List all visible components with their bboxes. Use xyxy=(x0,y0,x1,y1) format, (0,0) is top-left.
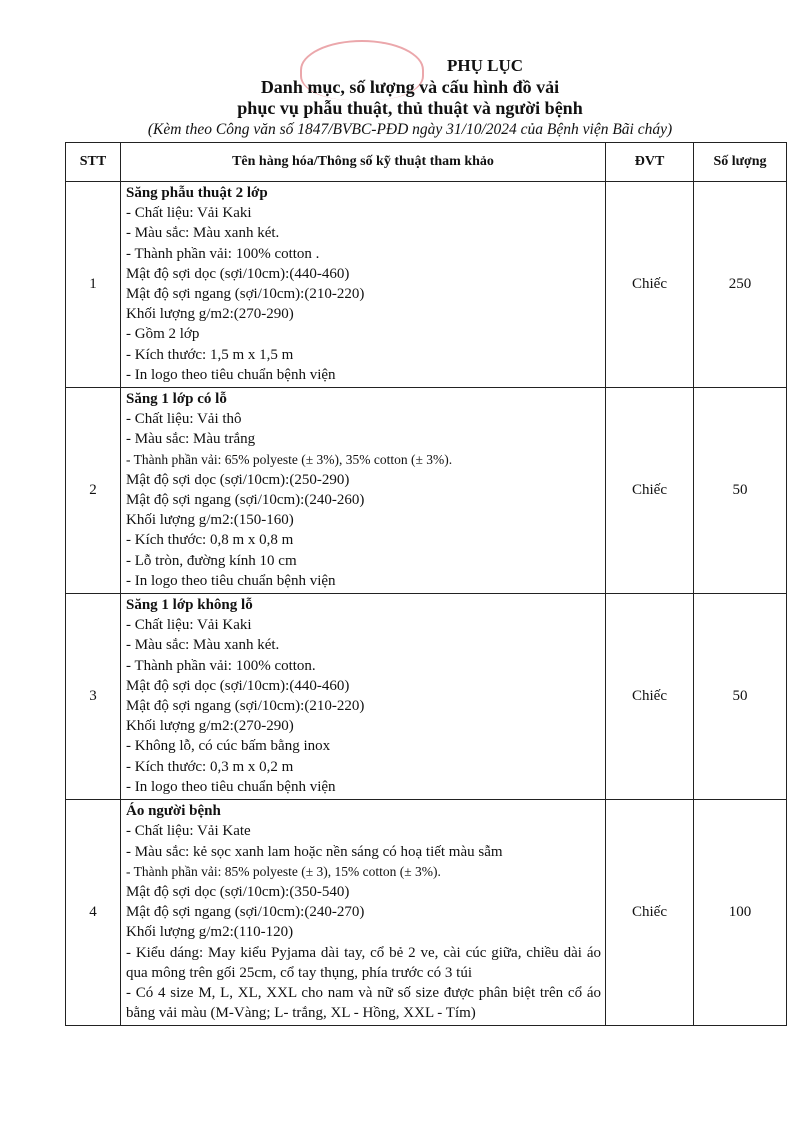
item-name: Săng 1 lớp không lỗ xyxy=(126,597,253,614)
table-row xyxy=(66,594,787,800)
header-quantity: Số lượng xyxy=(694,143,787,182)
table-body xyxy=(66,182,787,1026)
appendix-title: PHỤ LỤC xyxy=(446,56,524,75)
spec-line: - Chất liệu: Vải Kate xyxy=(126,823,251,840)
table-header-row xyxy=(66,143,787,182)
spec-line: - Lỗ tròn, đường kính 10 cm xyxy=(126,552,297,569)
spec-line: - Màu sắc: Màu xanh két. xyxy=(126,637,280,654)
row-stt: 4 xyxy=(66,800,121,1026)
spec-line: - Kiểu dáng: May kiểu Pyjama dài tay, cổ bẻ 2 ve, cài cúc giữa, chiều dài áo qua mông trên gối 25cm, cổ tay thụng, phía trước có 3 túi xyxy=(126,944,601,981)
spec-line: Khối lượng g/m2:(270-290) xyxy=(126,718,294,735)
reference-note: (Kèm theo Công văn số 1847/BVBC-PĐD ngày 31/10/2024 của Bệnh viện Bãi cháy) xyxy=(147,121,673,138)
row-stt: 2 xyxy=(66,388,121,594)
spec-line: Mật độ sợi dọc (sợi/10cm):(250-290) xyxy=(126,471,350,488)
spec-line: Mật độ sợi dọc (sợi/10cm):(440-460) xyxy=(126,677,350,694)
row-quantity: 50 xyxy=(694,594,787,800)
spec-line: - Màu sắc: kẻ sọc xanh lam hoặc nền sáng có hoạ tiết màu sẫm xyxy=(126,843,503,860)
document-heading xyxy=(60,56,760,140)
spec-line: Mật độ sợi ngang (sợi/10cm):(210-220) xyxy=(126,698,365,715)
row-stt: 1 xyxy=(66,182,121,388)
item-name: Áo người bệnh xyxy=(126,803,221,820)
spec-line: - Chất liệu: Vải Kaki xyxy=(126,617,252,634)
spec-line: - Kích thước: 1,5 m x 1,5 m xyxy=(126,346,294,363)
spec-line: - Chất liệu: Vải Kaki xyxy=(126,205,252,222)
spec-line: Mật độ sợi dọc (sợi/10cm):(350-540) xyxy=(126,883,350,900)
spec-line: - Thành phần vải: 65% polyeste (± 3%), 35% cotton (± 3%). xyxy=(126,451,453,467)
spec-line: - Màu sắc: Màu xanh két. xyxy=(126,225,280,242)
spec-line: Mật độ sợi dọc (sợi/10cm):(440-460) xyxy=(126,265,350,282)
spec-line: Khối lượng g/m2:(150-160) xyxy=(126,512,294,529)
row-quantity: 100 xyxy=(694,800,787,1026)
heading-line-2: phục vụ phẫu thuật, thủ thuật và người bệnh xyxy=(237,98,583,118)
row-description xyxy=(121,800,606,1026)
table-row xyxy=(66,182,787,388)
spec-line: Mật độ sợi ngang (sợi/10cm):(210-220) xyxy=(126,286,365,303)
spec-line: - Không lỗ, có cúc bấm bằng inox xyxy=(126,738,331,755)
spec-line: - Kích thước: 0,3 m x 0,2 m xyxy=(126,758,294,775)
spec-line: - Thành phần vải: 100% cotton. xyxy=(126,657,316,674)
spec-line: Khối lượng g/m2:(110-120) xyxy=(126,924,294,941)
header-description: Tên hàng hóa/Thông số kỹ thuật tham khảo xyxy=(121,143,606,182)
row-description xyxy=(121,182,606,388)
spec-line: Mật độ sợi ngang (sợi/10cm):(240-260) xyxy=(126,492,365,509)
spec-line: Mật độ sợi ngang (sợi/10cm):(240-270) xyxy=(126,904,365,921)
row-quantity: 50 xyxy=(694,388,787,594)
spec-line: - Màu sắc: Màu trắng xyxy=(126,431,256,448)
row-unit: Chiếc xyxy=(606,594,694,800)
spec-line: - Có 4 size M, L, XL, XXL cho nam và nữ số size được phân biệt trên cổ áo bằng vải màu (M-Vàng; L- trắng, XL - Hồng, XXL - Tím) xyxy=(126,984,601,1022)
spec-line: - Kích thước: 0,8 m x 0,8 m xyxy=(126,532,294,549)
spec-line: - Thành phần vải: 100% cotton . xyxy=(126,245,320,262)
header-unit: ĐVT xyxy=(606,143,694,182)
table-row xyxy=(66,800,787,1026)
row-description xyxy=(121,594,606,800)
row-stt: 3 xyxy=(66,594,121,800)
row-quantity: 250 xyxy=(694,182,787,388)
spec-line: - Thành phần vải: 85% polyeste (± 3), 15% cotton (± 3%). xyxy=(126,863,441,879)
item-name: Săng phẫu thuật 2 lớp xyxy=(126,185,268,201)
row-description xyxy=(121,388,606,594)
spec-line: - In logo theo tiêu chuẩn bệnh viện xyxy=(126,572,336,589)
table-row xyxy=(66,388,787,594)
item-name: Săng 1 lớp có lỗ xyxy=(126,391,227,408)
spec-line: - Chất liệu: Vải thô xyxy=(126,411,242,428)
spec-line: - Gồm 2 lớp xyxy=(126,326,200,343)
goods-table xyxy=(65,142,787,1026)
spec-line: Khối lượng g/m2:(270-290) xyxy=(126,306,294,323)
row-unit: Chiếc xyxy=(606,388,694,594)
header-stt: STT xyxy=(66,143,121,182)
spec-line: - In logo theo tiêu chuẩn bệnh viện xyxy=(126,778,336,795)
spec-line: - In logo theo tiêu chuẩn bệnh viện xyxy=(126,366,336,383)
row-unit: Chiếc xyxy=(606,182,694,388)
row-unit: Chiếc xyxy=(606,800,694,1026)
heading-line-1: Danh mục, số lượng và cấu hình đồ vải xyxy=(260,77,560,97)
